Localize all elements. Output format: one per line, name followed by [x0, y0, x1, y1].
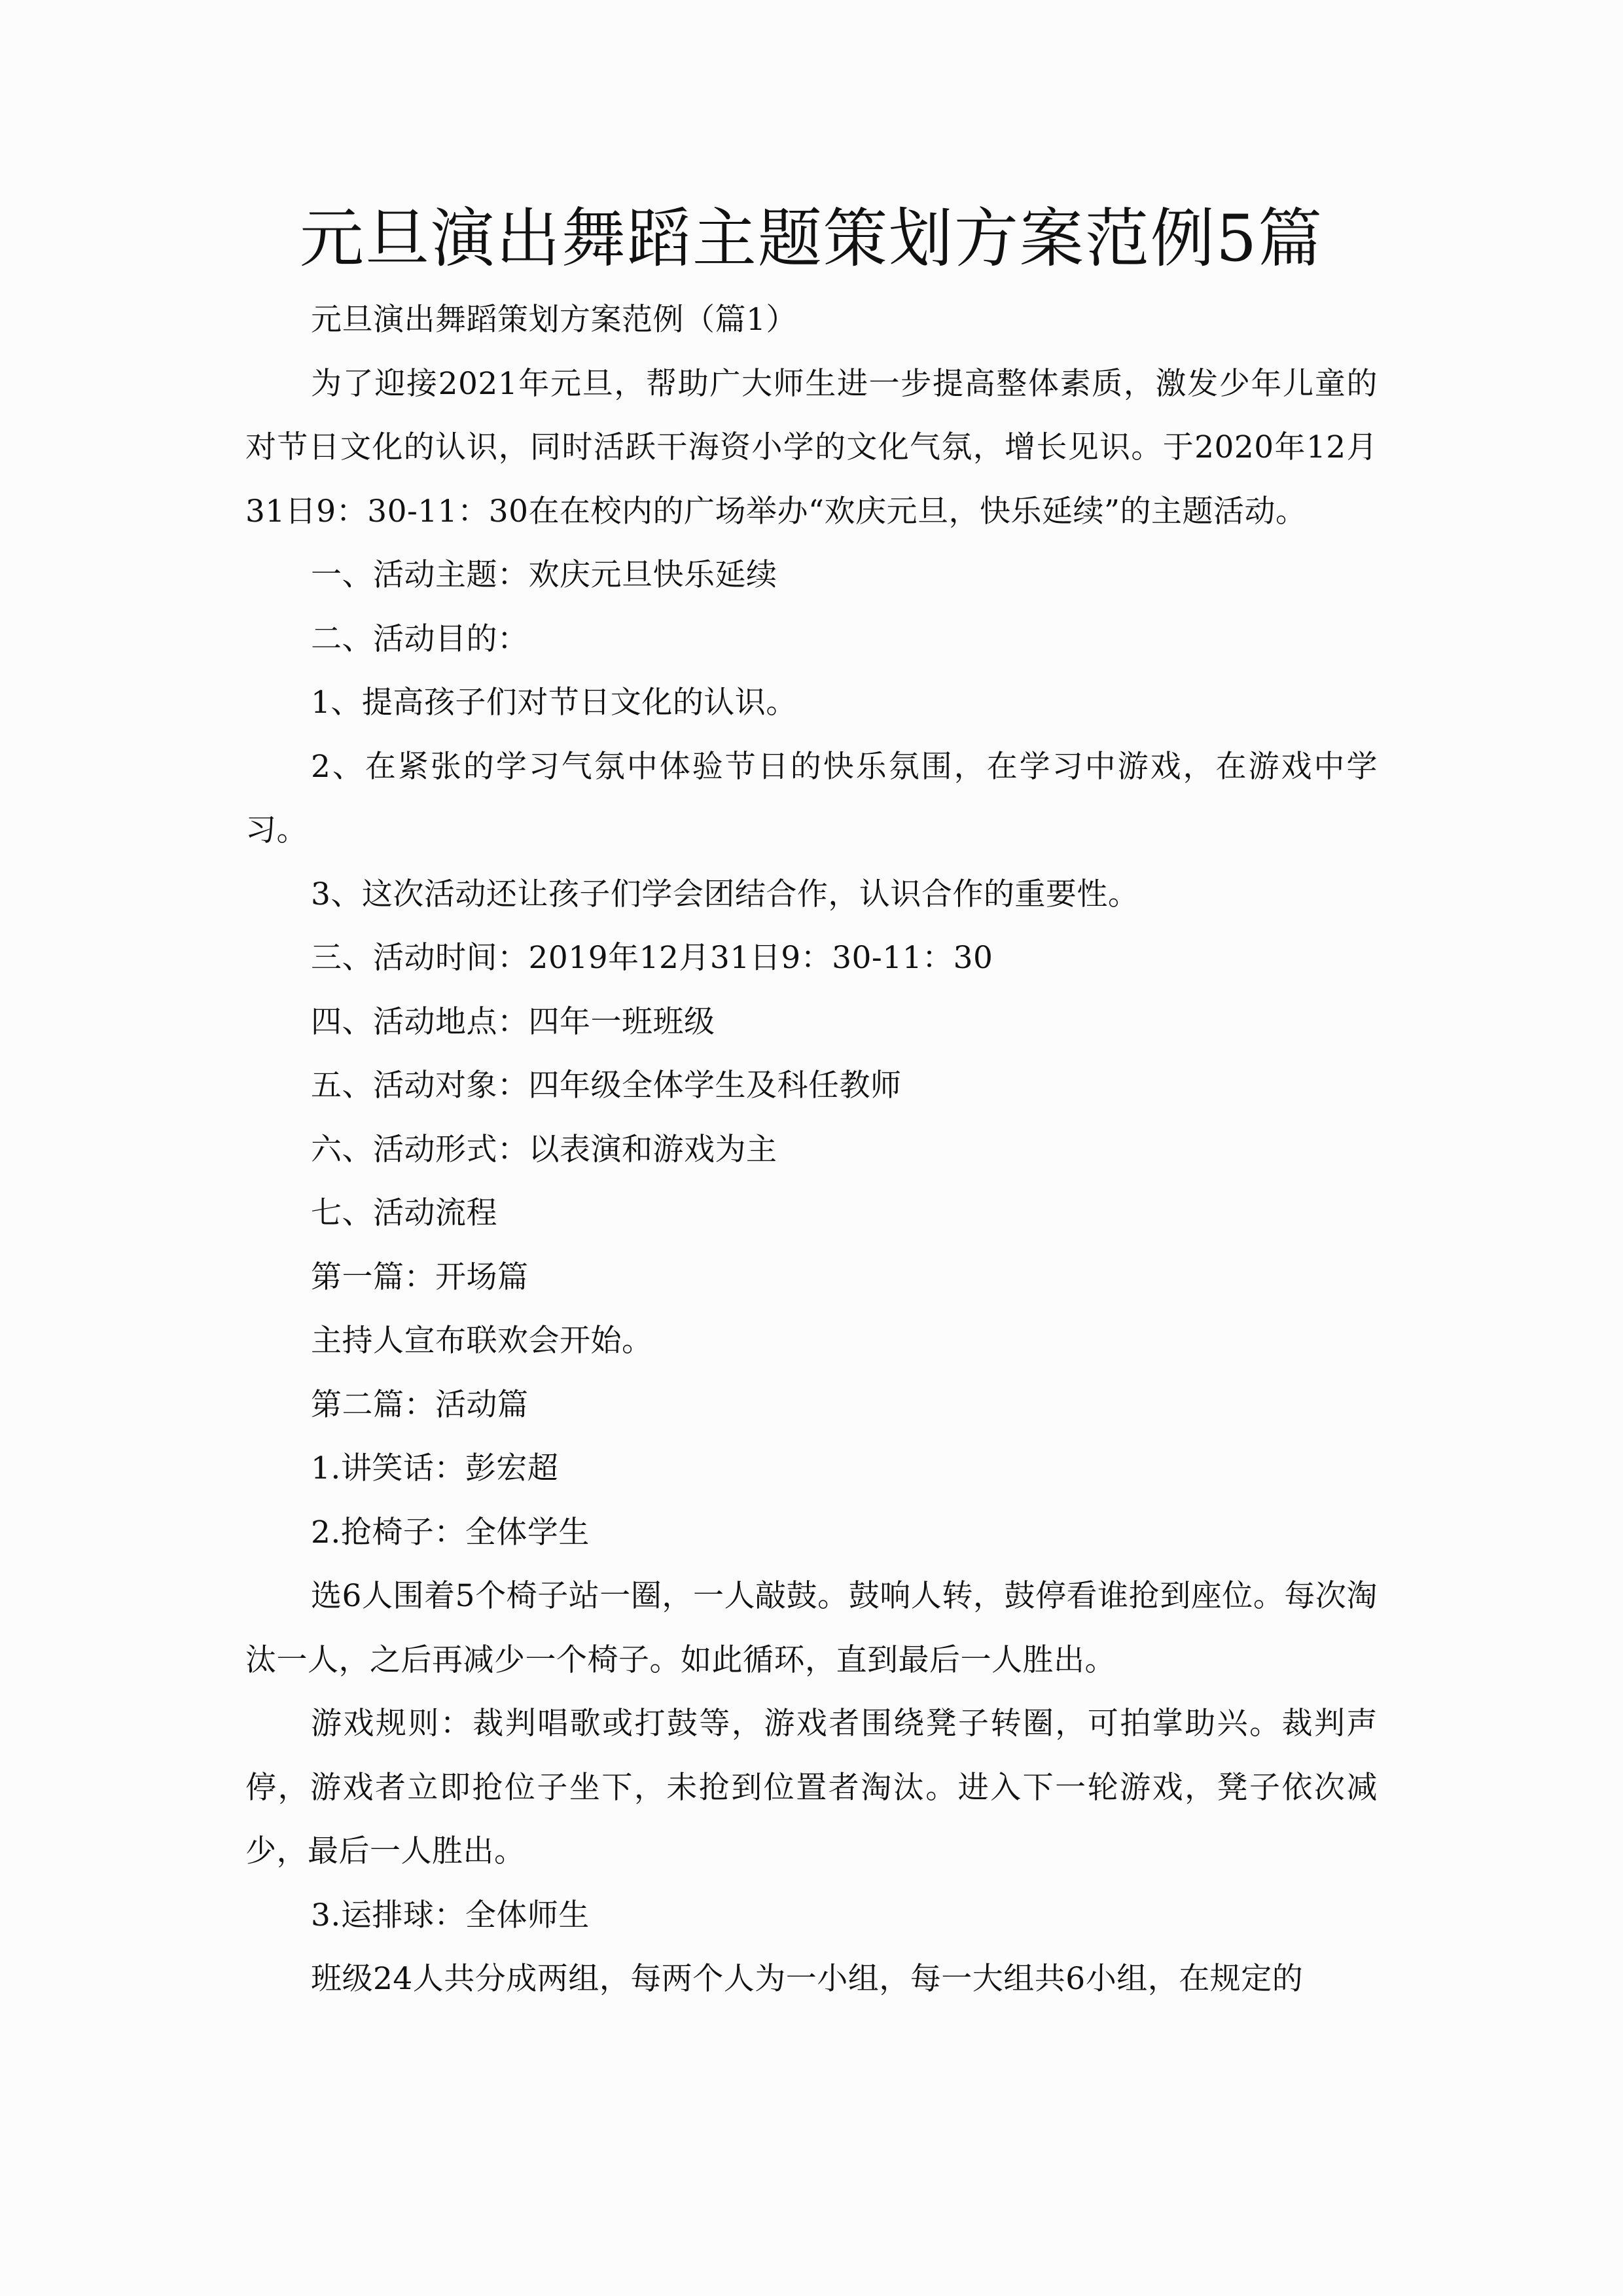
activity-participants: 五、活动对象：四年级全体学生及科任教师 — [311, 1067, 902, 1103]
purpose-item-3: 3、这次活动还让孩子们学会团结合作，认识合作的重要性。 — [311, 876, 1139, 912]
activity-purpose-heading: 二、活动目的： — [311, 620, 529, 657]
volleyball-relay-description: 班级24人共分成两组，每两个人为一小组，每一大组共6小组，在规定的 — [311, 1961, 1304, 1997]
activity-theme: 一、活动主题：欢庆元旦快乐延续 — [311, 557, 777, 593]
musical-chairs-description: 选6人围着5个椅子站一圈，一人敲鼓。鼓响人转，鼓停看谁抢到座位。每次淘汰一人，之后再减少一个椅子。如此循环，直到最后一人胜出。 — [245, 1578, 1378, 1678]
activity-time: 三、活动时间：2019年12月31日9：30-11：30 — [311, 940, 993, 976]
part-one-content: 主持人宣布联欢会开始。 — [311, 1323, 653, 1359]
activity-process-heading: 七、活动流程 — [311, 1195, 497, 1231]
game-rules: 游戏规则：裁判唱歌或打鼓等，游戏者围绕凳子转圈，可拍掌助兴。裁判声停，游戏者立即抢位子坐下，未抢到位置者淘汰。进入下一轮游戏，凳子依次减少，最后一人胜出。 — [245, 1706, 1378, 1869]
document-title: 元旦演出舞蹈主题策划方案范例5篇 — [299, 202, 1324, 276]
purpose-item-1: 1、提高孩子们对节日文化的认识。 — [311, 685, 797, 721]
activity-location: 四、活动地点：四年一班班级 — [311, 1003, 715, 1040]
program-item-2: 2.抢椅子：全体学生 — [311, 1514, 590, 1551]
part-one-heading: 第一篇：开场篇 — [311, 1259, 529, 1295]
intro-paragraph: 为了迎接2021年元旦，帮助广大师生进一步提高整体素质，激发少年儿童的对节日文化的认识，同时活跃干海资小学的文化气氛，增长见识。于2020年12月31日9：30-11：30在在校内的广场举办“欢庆元旦，快乐延续”的主题活动。 — [245, 365, 1378, 529]
purpose-item-2: 2、在紧张的学习气氛中体验节日的快乐氛围，在学习中游戏，在游戏中学习。 — [245, 748, 1378, 848]
document-body — [245, 288, 1378, 2011]
program-item-3: 3.运排球：全体师生 — [311, 1897, 590, 1933]
activity-format: 六、活动形式：以表演和游戏为主 — [311, 1131, 777, 1168]
part-two-heading: 第二篇：活动篇 — [311, 1386, 529, 1423]
program-item-1: 1.讲笑话：彭宏超 — [311, 1450, 559, 1486]
section-heading-example-1: 元旦演出舞蹈策划方案范例（篇1） — [311, 302, 797, 338]
